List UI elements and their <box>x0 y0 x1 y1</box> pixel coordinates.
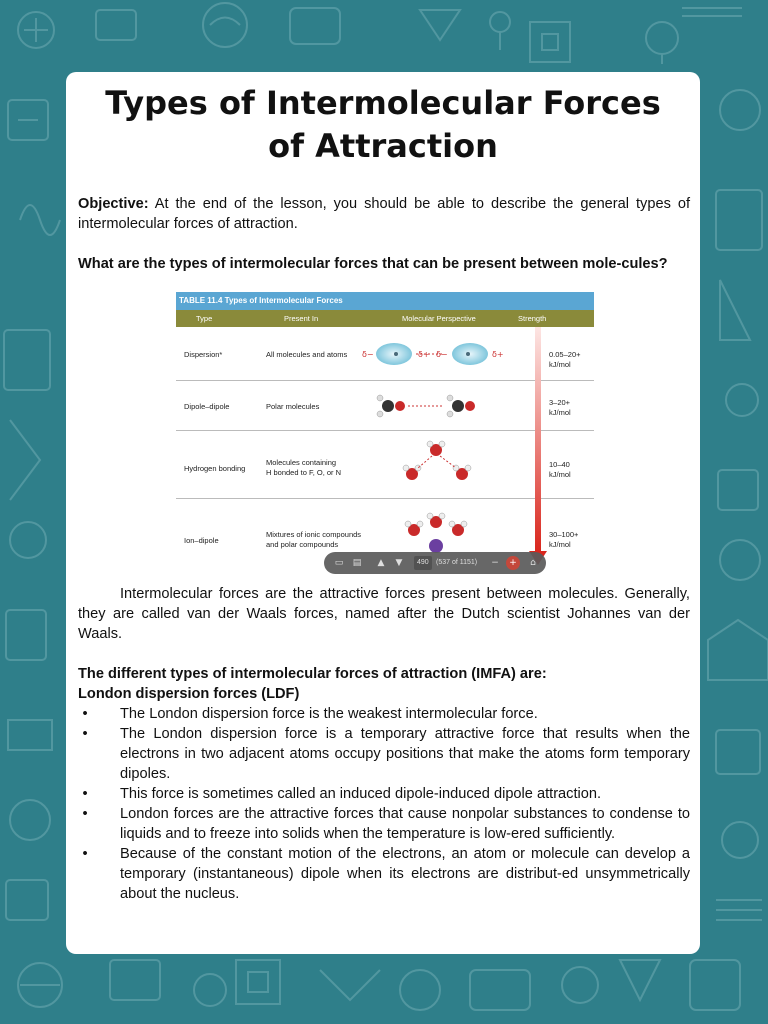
table-header-type: Type <box>196 314 213 323</box>
table-header-strength: Strength <box>518 314 547 323</box>
page-count-label: (537 of 1151) <box>436 559 478 566</box>
list-item <box>78 844 690 904</box>
ldf-heading: London dispersion forces (LDF) <box>78 686 300 702</box>
list-item <box>78 704 690 724</box>
delta-label: δ− <box>436 350 448 359</box>
page-number-input[interactable]: 490 <box>414 556 432 570</box>
strength-gradient-arrow <box>528 327 548 565</box>
delta-label: δ+ <box>492 350 504 359</box>
bullet-marker: • <box>82 726 88 742</box>
row-hydrogen-strength: 10–40 kJ/mol <box>549 460 571 479</box>
bullet-text: London forces are the attractive forces that cause nonpolar substances to condense to liquids and to freeze into solids when the temperature is low-ered sufficiently. <box>120 806 690 842</box>
row-dipole-type: Dipole–dipole <box>184 402 230 411</box>
row-dipole-strength: 3–20+ kJ/mol <box>549 398 571 417</box>
bullet-marker: • <box>82 706 88 722</box>
hydrogen-bonding-molecules <box>403 441 471 480</box>
row-dispersion-strength: 0.05–20+ kJ/mol <box>549 350 581 369</box>
bullet-text: The London dispersion force is the weakest intermolecular force. <box>120 706 538 722</box>
zoom-out-icon[interactable]: − <box>491 558 499 568</box>
list-item <box>78 784 690 804</box>
row-dispersion-type: Dispersion* <box>184 350 223 359</box>
bullet-text: This force is sometimes called an induced dipole-induced dipole attraction. <box>120 786 602 802</box>
page-down-icon[interactable]: ▼ <box>395 558 403 568</box>
list-item <box>78 724 690 784</box>
bullet-text: Because of the constant motion of the electrons, an atom or molecule can develop a temporary (instantaneous) dipole when its electrons are distribut-ed unsymmetrically about the nucleus. <box>120 846 690 902</box>
home-icon[interactable]: ⌂ <box>530 558 536 568</box>
row-ion-dipole-type: Ion–dipole <box>184 536 219 545</box>
bullet-text: The London dispersion force is a temporary attractive force that results when the electrons in two adjacent atoms occupy positions that make the atoms form temporary dipoles. <box>120 726 690 782</box>
delta-label: δ+ <box>418 350 430 359</box>
ldf-bullet-list <box>78 704 690 904</box>
table-header-present-in: Present In <box>284 314 319 323</box>
row-ion-dipole-present-in: Mixtures of ionic compounds and polar compounds <box>266 530 362 549</box>
intro-paragraph: Intermolecular forces are the attractive forces present between molecules. Generally, they are called van der Waals forces, named after the Dutch scientist Johannes van der Waals. <box>78 586 690 642</box>
pdf-viewer-toolbar[interactable] <box>324 552 546 574</box>
objective-paragraph <box>78 194 690 234</box>
molecular-perspective-illustrations <box>356 332 516 562</box>
table-header-molecular-perspective: Molecular Perspective <box>402 314 476 323</box>
dipole-dipole-molecules <box>377 395 475 417</box>
row-dipole-present-in: Polar molecules <box>266 402 320 411</box>
imfa-intro: The different types of intermolecular forces of attraction (IMFA) are: <box>78 666 547 682</box>
bullet-marker: • <box>82 806 88 822</box>
document-card <box>66 72 700 954</box>
table-caption: TABLE 11.4 Types of Intermolecular Forces <box>176 292 594 310</box>
list-item <box>78 804 690 844</box>
intermolecular-forces-table <box>176 292 594 572</box>
ion-dipole-molecules <box>405 513 467 553</box>
bullet-marker: • <box>82 786 88 802</box>
print-icon[interactable]: ▤ <box>352 558 362 568</box>
row-hydrogen-present-in: Molecules containing H bonded to F, O, or N <box>266 458 342 477</box>
table-header-row <box>176 310 594 327</box>
bullet-marker: • <box>82 846 88 862</box>
page-title: Types of Intermolecular Forces of Attraction <box>105 84 661 165</box>
dispersion-molecules <box>362 343 504 365</box>
page-up-icon[interactable]: ▲ <box>377 558 385 568</box>
row-dispersion-present-in: All molecules and atoms <box>266 350 348 359</box>
row-ion-dipole-strength: 30–100+ kJ/mol <box>549 530 579 549</box>
objective-text: At the end of the lesson, you should be able to describe the general types of intermolecular forces of attraction. <box>78 196 690 232</box>
zoom-in-icon[interactable]: + <box>506 556 520 570</box>
bookmark-icon[interactable]: ▭ <box>334 558 344 568</box>
row-hydrogen-type: Hydrogen bonding <box>184 464 246 473</box>
delta-label: δ− <box>362 350 374 359</box>
objective-label: Objective: <box>78 196 149 212</box>
question-heading: What are the types of intermolecular forces that can be present between mole-cules? <box>78 256 668 272</box>
